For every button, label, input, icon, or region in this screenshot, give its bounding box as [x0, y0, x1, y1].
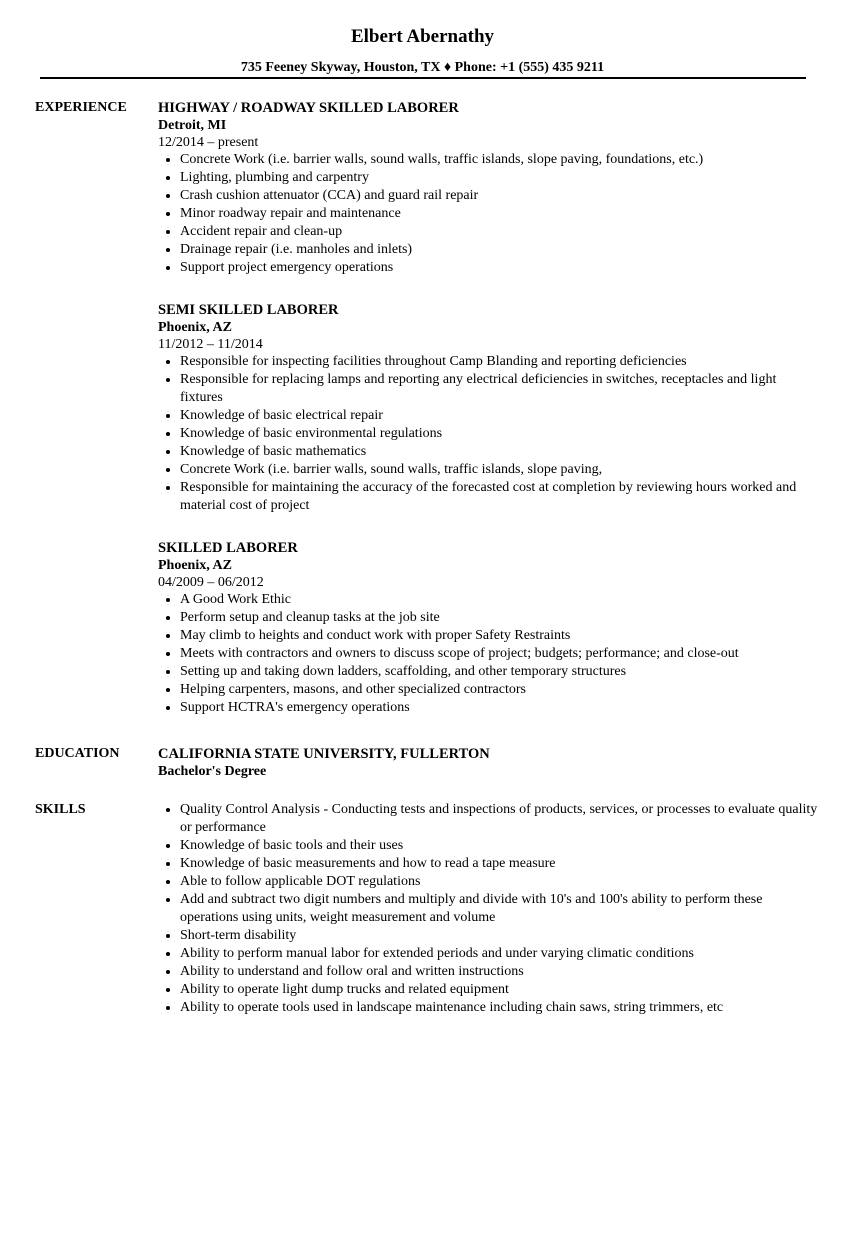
list-item: • Add and subtract two digit numbers and multiply and divide with 10's and 100's ability to perform these operations using units, weight measurement and volume [180, 891, 818, 927]
experience-body [158, 99, 818, 741]
list-item: • Responsible for maintaining the accuracy of the forecasted cost at completion by reviewing hours worked and material cost of project [180, 479, 818, 515]
list-item: • Responsible for replacing lamps and reporting any electrical deficiencies in switches, receptacles and light fixtures [180, 371, 818, 407]
list-item: • Perform setup and cleanup tasks at the job site [180, 609, 818, 627]
job-dates: 11/2012 – 11/2014 [158, 337, 263, 352]
job-dates: 12/2014 – present [158, 135, 259, 150]
list-item: • Knowledge of basic mathematics [180, 443, 818, 461]
school-name: CALIFORNIA STATE UNIVERSITY, FULLERTON [158, 746, 490, 762]
list-item: • Ability to understand and follow oral and written instructions [180, 963, 818, 981]
job-bullet-list [158, 151, 818, 277]
list-item: • Knowledge of basic electrical repair [180, 407, 818, 425]
section-label-experience: EXPERIENCE [35, 100, 127, 115]
list-item: • Ability to operate tools used in landscape maintenance including chain saws, string trimmers, etc [180, 999, 818, 1017]
job-title: SEMI SKILLED LABORER [158, 302, 339, 318]
list-item: • Knowledge of basic environmental regulations [180, 425, 818, 443]
list-item: • Ability to perform manual labor for extended periods and under varying climatic conditions [180, 945, 818, 963]
section-label-education: EDUCATION [35, 746, 120, 761]
list-item: • Setting up and taking down ladders, scaffolding, and other temporary structures [180, 663, 818, 681]
job-location: Phoenix, AZ [158, 558, 232, 573]
job-bullet-list [158, 353, 818, 515]
list-item: • Support project emergency operations [180, 259, 818, 277]
candidate-name: Elbert Abernathy [350, 26, 495, 47]
job-dates: 04/2009 – 06/2012 [158, 575, 264, 590]
job-title: HIGHWAY / ROADWAY SKILLED LABORER [158, 100, 459, 116]
list-item: • Crash cushion attenuator (CCA) and guard rail repair [180, 187, 818, 205]
list-item: • Able to follow applicable DOT regulations [180, 873, 818, 891]
list-item: • Accident repair and clean-up [180, 223, 818, 241]
list-item: • May climb to heights and conduct work with proper Safety Restraints [180, 627, 818, 645]
job-entry [158, 539, 818, 717]
list-item: • Drainage repair (i.e. manholes and inlets) [180, 241, 818, 259]
list-item: • Short-term disability [180, 927, 818, 945]
list-item: • A Good Work Ethic [180, 591, 818, 609]
list-item: • Lighting, plumbing and carpentry [180, 169, 818, 187]
job-location: Phoenix, AZ [158, 320, 232, 335]
job-bullet-list [158, 591, 818, 717]
list-item: • Concrete Work (i.e. barrier walls, sound walls, traffic islands, slope paving, [180, 461, 818, 479]
degree-name: Bachelor's Degree [158, 764, 267, 779]
list-item: • Quality Control Analysis - Conducting tests and inspections of products, services, or processes to evaluate quality or performance [180, 801, 818, 837]
list-item: • Support HCTRA's emergency operations [180, 699, 818, 717]
skills-body [158, 801, 818, 1017]
list-item: • Minor roadway repair and maintenance [180, 205, 818, 223]
list-item: • Concrete Work (i.e. barrier walls, sound walls, traffic islands, slope paving, foundations, etc.) [180, 151, 818, 169]
list-item: • Responsible for inspecting facilities throughout Camp Blanding and reporting deficiencies [180, 353, 818, 371]
section-label-skills: SKILLS [35, 802, 86, 817]
list-item: • Meets with contractors and owners to discuss scope of project; budgets; performance; and close-out [180, 645, 818, 663]
list-item: • Ability to operate light dump trucks and related equipment [180, 981, 818, 999]
contact-line: 735 Feeney Skyway, Houston, TX ♦ Phone: +1 (555) 435 9211 [240, 60, 605, 75]
job-title: SKILLED LABORER [158, 540, 298, 556]
education-body [158, 745, 818, 781]
job-location: Detroit, MI [158, 118, 227, 133]
list-item: • Knowledge of basic measurements and how to read a tape measure [180, 855, 818, 873]
list-item: • Knowledge of basic tools and their uses [180, 837, 818, 855]
header-divider [40, 77, 806, 79]
job-entry [158, 301, 818, 515]
list-item: • Helping carpenters, masons, and other specialized contractors [180, 681, 818, 699]
skills-list [158, 801, 818, 1017]
job-entry [158, 99, 818, 277]
